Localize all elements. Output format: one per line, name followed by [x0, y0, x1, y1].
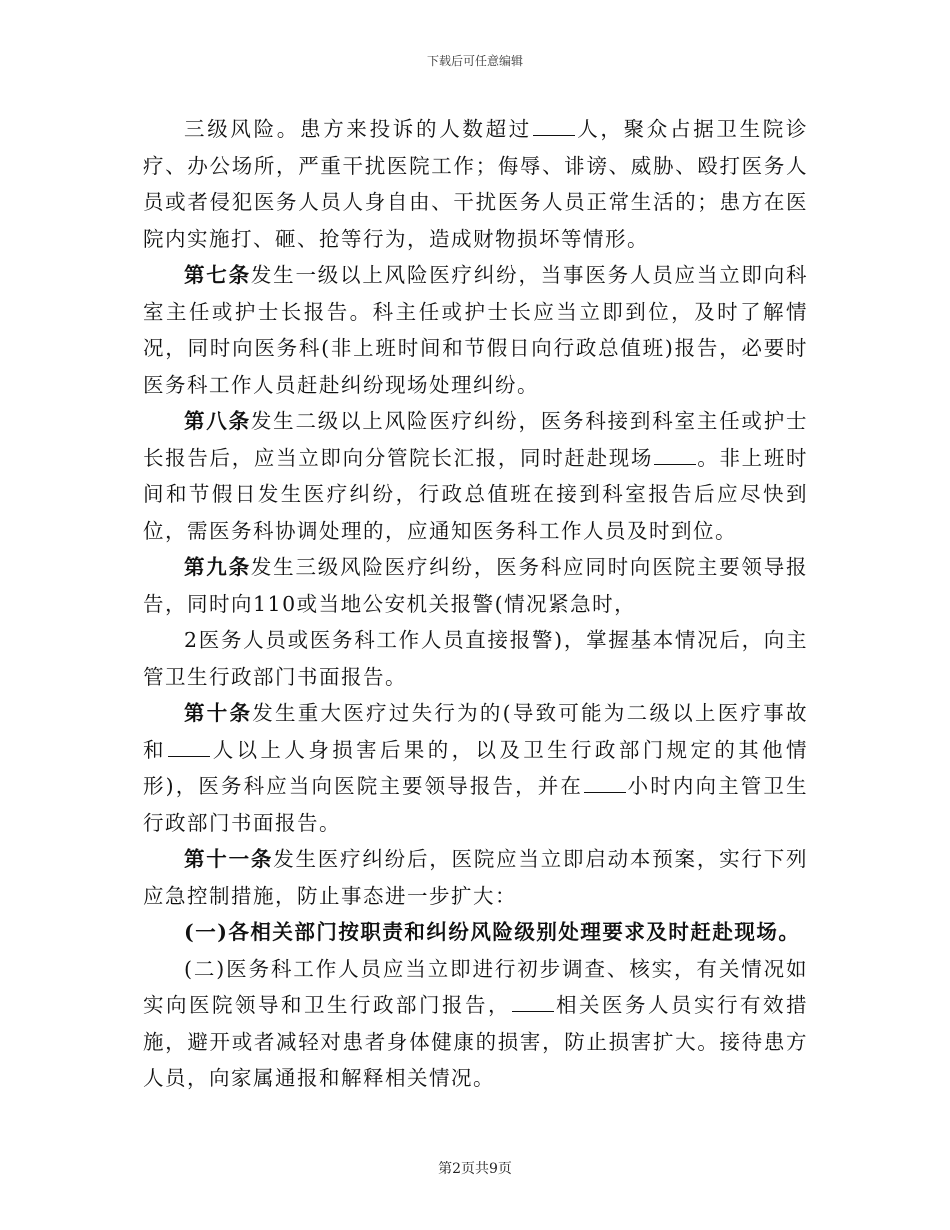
paragraph [143, 257, 808, 403]
paragraph-text: 小时内向主管卫生行政部门书面报告。 [143, 774, 808, 835]
fill-in-blank [512, 991, 554, 1012]
paragraph [143, 914, 808, 951]
paragraph [143, 403, 808, 549]
article-number: 第九条 [184, 555, 251, 579]
paragraph-text: 人以上人身损害后果的，以及卫生行政部门规定的其他情形)，医务科应当向医院主要领导报告，并在 [143, 737, 809, 798]
fill-in-blank [168, 736, 210, 757]
document-body [143, 111, 808, 1097]
paragraph-text: 发生三级风险医疗纠纷，医务科应同时向医院主要领导报告，同时向110或当地公安机关报警(情况紧急时， [143, 555, 809, 616]
fill-in-blank [584, 772, 626, 793]
paragraph-text: 发生二级以上风险医疗纠纷，医务科接到科室主任或护士长报告后，应当立即向分管院长汇报，同时赶赴现场 [143, 409, 809, 470]
article-number: 第十一条 [184, 847, 274, 871]
paragraph [143, 549, 808, 622]
paragraph-text: (一)各相关部门按职责和纠纷风险级别处理要求及时赶赴现场。 [184, 920, 801, 944]
paragraph-text: 。非上班时间和节假日发生医疗纠纷，行政总值班在接到科室报告后应尽快到位，需医务科协调处理的，应通知医务科工作人员及时到位。 [143, 445, 809, 543]
paragraph-text: 发生医疗纠纷后，医院应当立即启动本预案，实行下列应急控制措施，防止事态进一步扩大： [143, 847, 809, 908]
paragraph-text: 发生重大医疗过失行为的(导致可能为二级以上医疗事故和 [143, 701, 808, 762]
paragraph [143, 841, 808, 914]
paragraph-text: 发生一级以上风险医疗纠纷，当事医务人员应当立即向科室主任或护士长报告。科主任或护士长应当立即到位，及时了解情况，同时向医务科(非上班时间和节假日向行政总值班)报告，必要时医务科工作人员赶赴纠纷现场处理纠纷。 [143, 263, 809, 397]
paragraph-text: (二)医务科工作人员应当立即进行初步调查、核实，有关情况如实向医院领导和卫生行政部门报告， [143, 956, 808, 1017]
paragraph-text: 相关医务人员实行有效措施，避开或者减轻对患者身体健康的损害，防止损害扩大。接待患方人员，向家属通报和解释相关情况。 [143, 993, 808, 1090]
page-number: 第2页共9页 [438, 1161, 512, 1177]
paragraph [143, 622, 808, 695]
article-number: 第十条 [184, 701, 253, 725]
paragraph [143, 695, 808, 841]
paragraph-text: 2医务人员或医务科工作人员直接报警)，掌握基本情况后，向主管卫生行政部门书面报告。 [143, 628, 808, 689]
fill-in-blank [533, 115, 575, 136]
paragraph [143, 951, 808, 1097]
page-header: 下载后可任意编辑 [426, 54, 523, 68]
paragraph-text: 三级风险。患方来投诉的人数超过 [184, 117, 532, 141]
article-number: 第八条 [184, 409, 251, 433]
paragraph [143, 111, 808, 257]
article-number: 第七条 [184, 263, 251, 287]
paragraph-text: 人，聚众占据卫生院诊疗、办公场所，严重干扰医院工作；侮辱、诽谤、威胁、殴打医务人员或者侵犯医务人员人身自由、干扰医务人员正常生活的；患方在医院内实施打、砸、抢等行为，造成财物损坏等情形。 [143, 117, 808, 251]
fill-in-blank [654, 444, 696, 465]
